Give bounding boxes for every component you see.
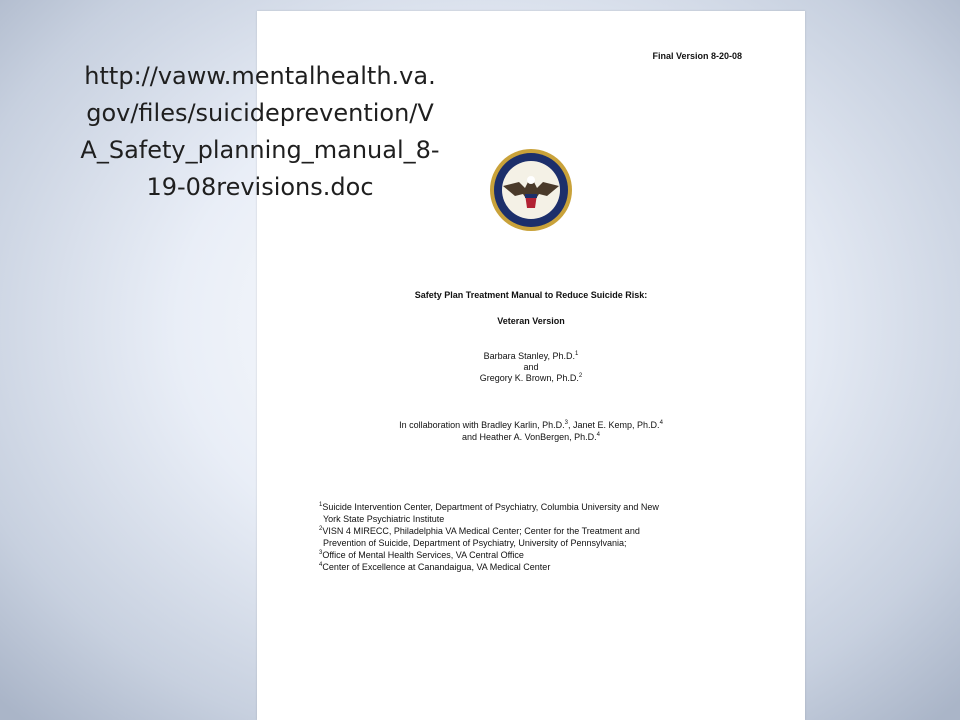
author-block <box>257 350 805 384</box>
affiliations-list <box>319 501 749 573</box>
collaboration-line-1 <box>257 419 805 431</box>
affiliation-item <box>319 525 749 537</box>
affiliation-text: Suicide Intervention Center, Department of Psychiatry, Columbia University and New <box>322 502 659 512</box>
affiliation-text: VISN 4 MIRECC, Philadelphia VA Medical Center; Center for the Treatment and <box>322 526 640 536</box>
collaboration-superscript: 3 <box>564 420 569 426</box>
collaboration-block <box>257 419 805 443</box>
affiliation-item <box>319 549 749 561</box>
affiliation-superscript: 1 <box>319 502 323 508</box>
collaboration-text: , Janet E. Kemp, Ph.D. <box>568 420 660 430</box>
document-subtitle: Veteran Version <box>497 316 565 326</box>
url-caption[interactable] <box>20 58 500 206</box>
affiliation-continuation: Prevention of Suicide, Department of Psychiatry, University of Pennsylvania; <box>323 538 627 548</box>
collaboration-text: In collaboration with Bradley Karlin, Ph.D. <box>399 420 565 430</box>
affiliation-superscript: 3 <box>319 550 323 556</box>
collaboration-line-2 <box>257 431 805 443</box>
author-name: Gregory K. Brown, Ph.D. <box>479 373 579 383</box>
author-superscript: 2 <box>578 373 583 379</box>
affiliation-text: Office of Mental Health Services, VA Central Office <box>322 550 524 560</box>
author-line-2 <box>257 372 805 384</box>
author-line-1 <box>257 350 805 362</box>
author-conjunction: and <box>523 362 539 372</box>
document-title: Safety Plan Treatment Manual to Reduce Suicide Risk: <box>414 290 648 300</box>
collaboration-superscript: 4 <box>596 432 600 438</box>
url-caption-line[interactable]: http://vaww.mentalhealth.va. <box>84 62 436 90</box>
author-name: Barbara Stanley, Ph.D. <box>483 351 576 361</box>
affiliation-continuation: York State Psychiatric Institute <box>323 514 445 524</box>
affiliation-item <box>319 561 749 573</box>
affiliation-superscript: 2 <box>319 526 323 532</box>
va-seal-icon <box>489 148 573 232</box>
url-caption-line[interactable]: gov/files/suicideprevention/V <box>86 99 434 127</box>
affiliation-superscript: 4 <box>319 562 323 568</box>
collaboration-text: and Heather A. VonBergen, Ph.D. <box>462 432 597 442</box>
url-caption-line[interactable]: 19-08revisions.doc <box>146 173 374 201</box>
affiliation-text: Center of Excellence at Canandaigua, VA Medical Center <box>322 562 551 572</box>
affiliation-item <box>319 501 749 513</box>
collaboration-superscript: 4 <box>659 420 663 426</box>
author-superscript: 1 <box>575 351 579 357</box>
url-caption-line[interactable]: A_Safety_planning_manual_8- <box>80 136 440 164</box>
version-label: Final Version 8-20-08 <box>652 51 742 61</box>
